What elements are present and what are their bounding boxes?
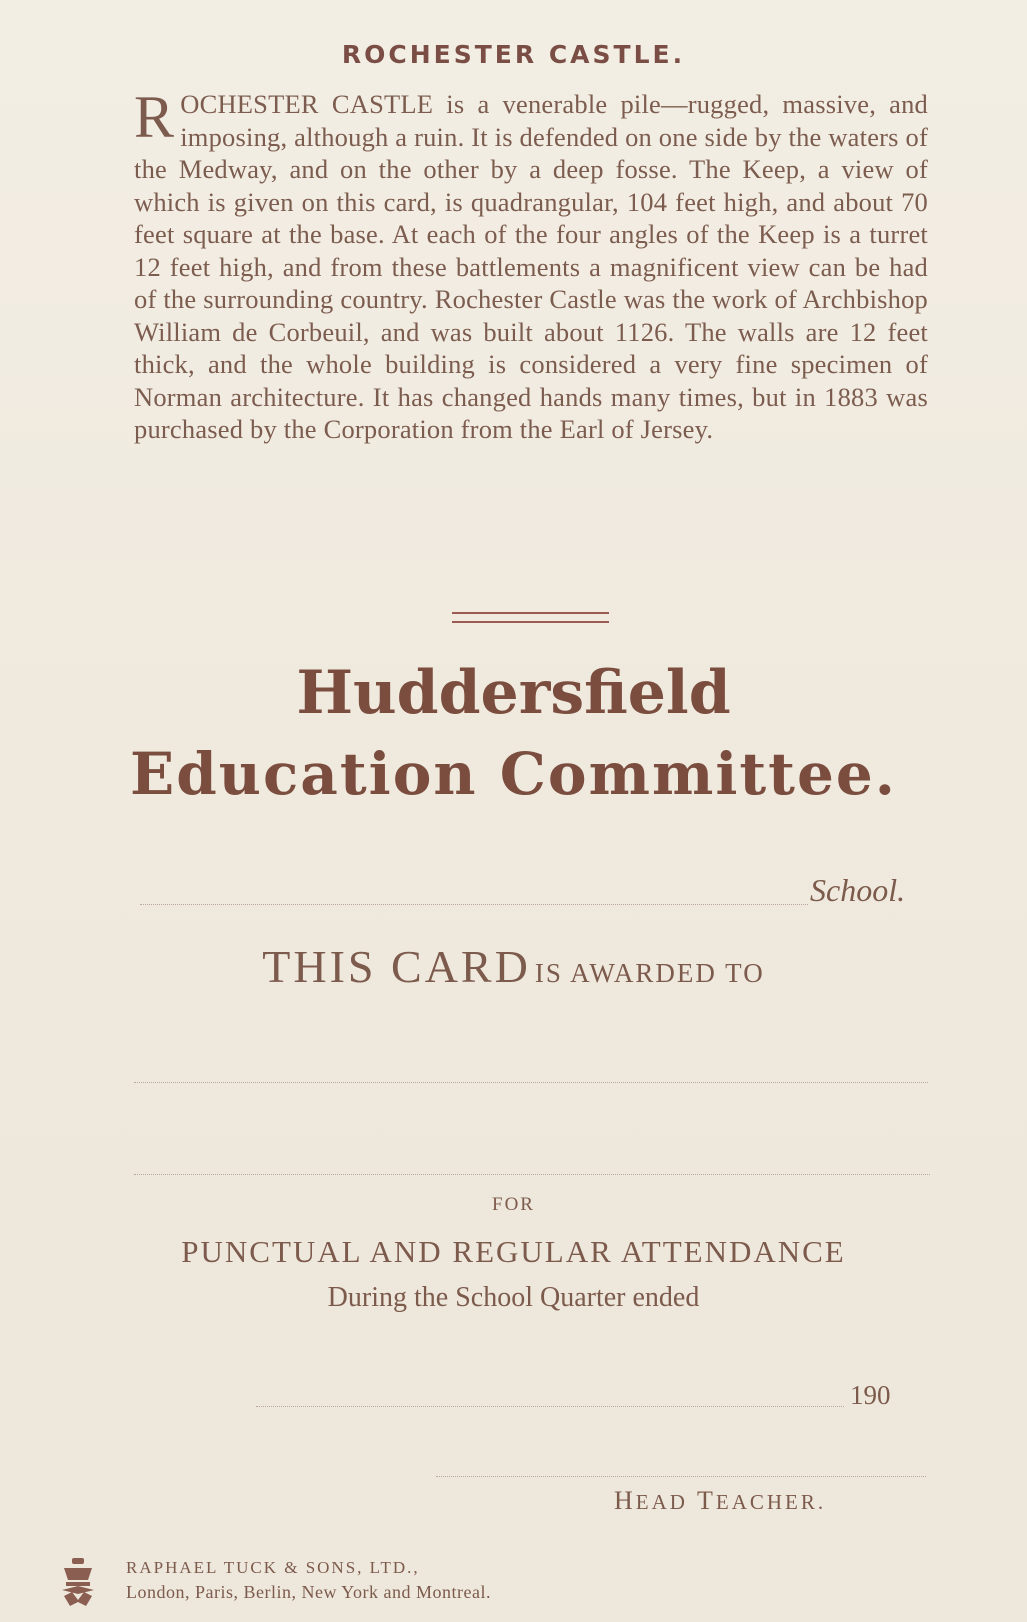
card-title: ROCHESTER CASTLE. xyxy=(341,40,686,69)
head-teacher-h: H xyxy=(614,1486,636,1515)
awarded-small: IS AWARDED TO xyxy=(534,958,765,988)
committee-name: Education Committee. xyxy=(130,740,897,808)
head-teacher-label xyxy=(614,1486,826,1516)
date-line xyxy=(256,1406,844,1407)
head-teacher-eacher: EACHER. xyxy=(715,1490,827,1514)
attendance-label: PUNCTUAL AND REGULAR ATTENDANCE xyxy=(181,1234,846,1269)
school-name-line xyxy=(140,904,808,905)
year-prefix: 190 xyxy=(850,1380,891,1410)
school-label: School. xyxy=(810,872,906,908)
awarded-big: THIS CARD xyxy=(262,941,531,992)
divider-rule-top xyxy=(452,612,609,614)
drop-cap: R xyxy=(134,84,175,150)
description-paragraph xyxy=(134,84,928,446)
head-teacher-ead: EAD xyxy=(635,1490,688,1514)
publisher-emblem-icon xyxy=(58,1556,98,1608)
publisher-name: RAPHAEL TUCK & SONS, LTD., xyxy=(126,1558,420,1577)
awarded-heading xyxy=(0,940,1027,993)
recipient-line-1 xyxy=(134,1082,928,1083)
signature-line xyxy=(436,1476,926,1477)
description-text: OCHESTER CASTLE is a venerable pile—rugged, massive, and imposing, although a ruin. It is defended on one side by the waters of the Medway, and on the other by a deep fosse. The Keep, a view of which is given on this card, is quadrangular, 104 feet high, and about 70 feet square at the base. At each of the four angles of the Keep is a turret 12 feet high, and from these battlements a magnificent view can be had of the surrounding country. Rochester Castle was the work of Archbishop William de Corbeuil, and was built about 1126. The walls are 12 feet thick, and the whole building is considered a very fine specimen of Norman architecture. It has changed hands many times, but in 1883 was purchased by the Corporation from the Earl of Jersey. xyxy=(134,89,928,444)
quarter-label: During the School Quarter ended xyxy=(327,1282,700,1313)
divider-rule-bottom xyxy=(452,621,609,623)
committee-town: Huddersfield xyxy=(296,658,731,728)
publisher-cities: London, Paris, Berlin, New York and Montreal. xyxy=(126,1582,491,1602)
recipient-line-2 xyxy=(134,1174,930,1175)
head-teacher-t: T xyxy=(696,1486,716,1515)
for-label: FOR xyxy=(492,1194,535,1215)
publisher-imprint xyxy=(126,1556,491,1604)
